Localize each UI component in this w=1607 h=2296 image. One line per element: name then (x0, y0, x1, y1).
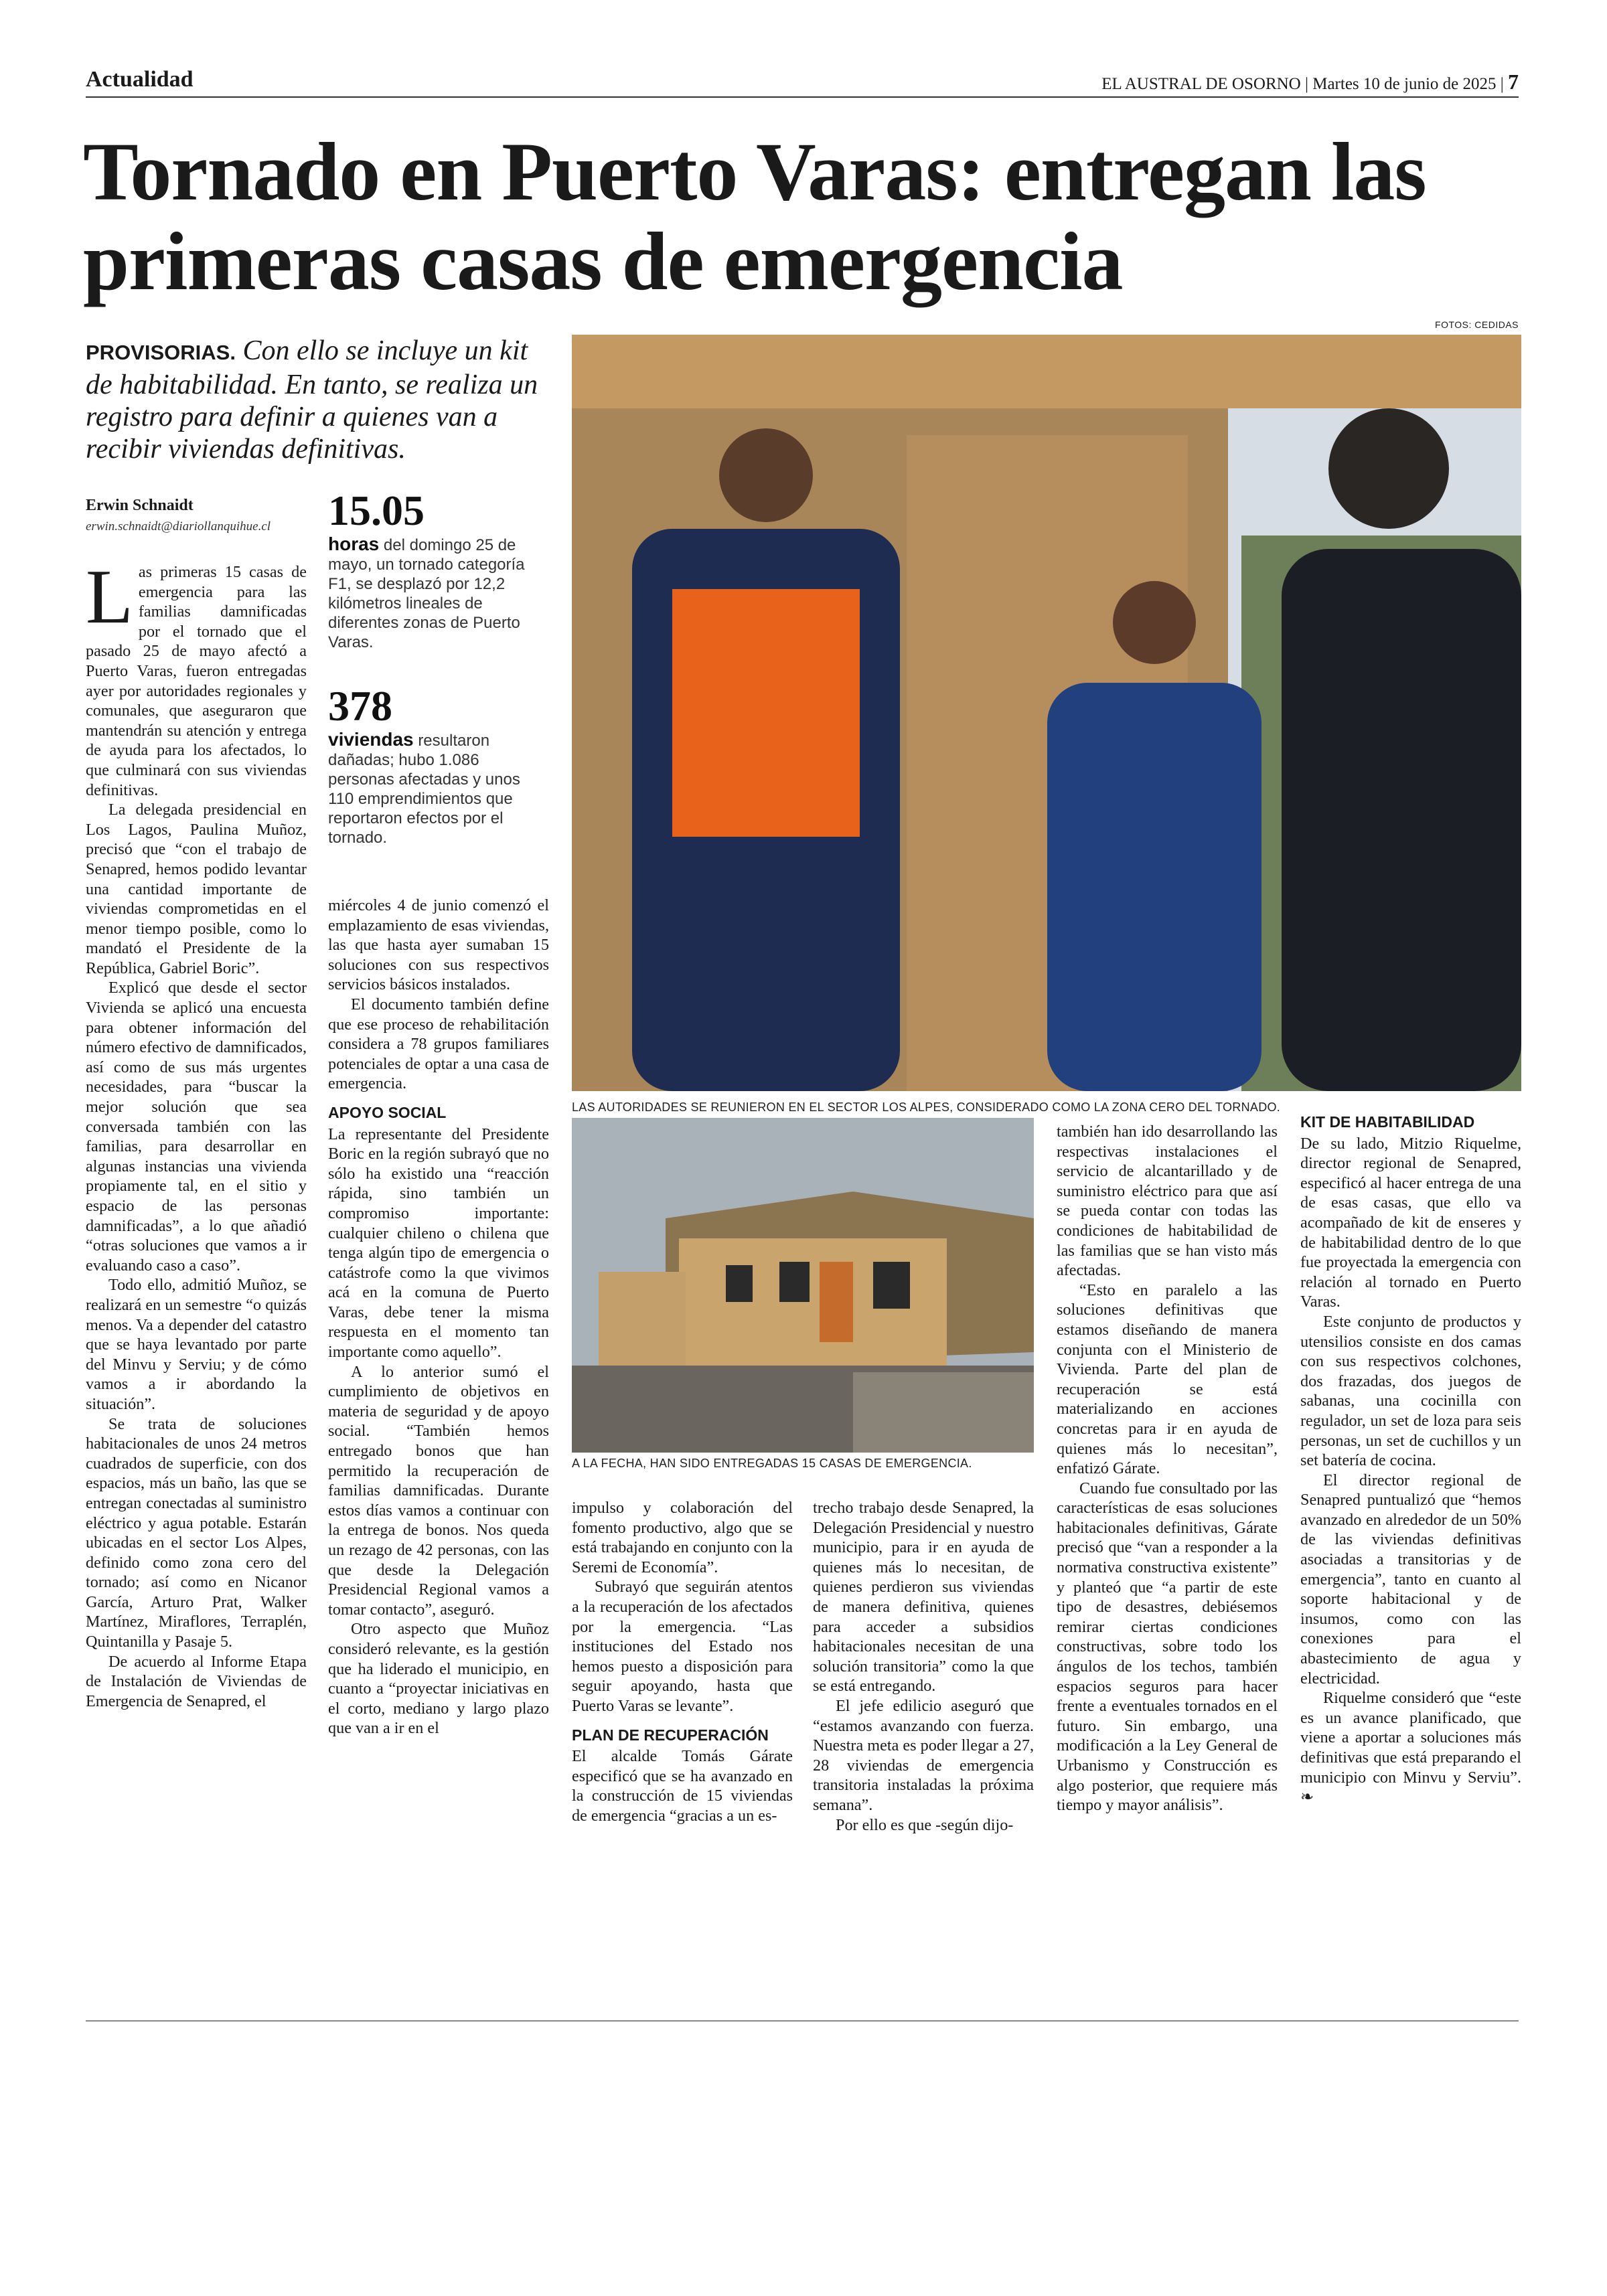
stat-homes (328, 683, 542, 847)
paragraph: “Esto en paralelo a las soluciones definitivas que estamos diseñando de manera conjunta con el Ministerio de Vivienda. Parte del plan de recuperación se está materializando en acciones concretas para ir en ayuda de quienes más lo necesitan”, enfatizó Gárate. (1057, 1281, 1278, 1478)
subhead-kit-habitabilidad: KIT DE HABITABILIDAD (1300, 1113, 1475, 1131)
byline-author: Erwin Schnaidt (86, 497, 194, 514)
paragraph: miércoles 4 de junio comenzó el emplazamiento de esas viviendas, las que hasta ayer sumaban 15 soluciones con sus respectivos servicios básicos instalados. (328, 896, 549, 994)
paragraph: Subrayó que seguirán atentos a la recuperación de los afectados por la emergencia. “Las instituciones del Estado nos hemos puesto a disposición para seguir apoyando, hasta que Puerto Varas se levante”. (572, 1578, 793, 1715)
paragraph: impulso y colaboración del fomento productivo, algo que se está trabajando en conjunto con la Seremi de Economía”. (572, 1499, 793, 1576)
photo-houses-illustration (572, 1118, 1034, 1453)
caption-photo2: A LA FECHA, HAN SIDO ENTREGADAS 15 CASAS DE EMERGENCIA. (572, 1457, 972, 1470)
paragraph (1300, 1688, 1521, 1808)
masthead (1101, 70, 1519, 94)
headline: Tornado en Puerto Varas: entregan las primeras casas de emergencia (83, 126, 1426, 307)
subhead-apoyo-social: APOYO SOCIAL (328, 1103, 447, 1121)
paragraph: Este conjunto de productos y utensilios consiste en dos camas con sus respectivos colchones, dos frazadas, dos juegos de sabanas, una cocinilla con regulador, un set de loza para seis personas, un set de cuchillos y un set batería de cocina. (1300, 1312, 1521, 1470)
drop-cap: L (86, 554, 133, 640)
paragraph: Se trata de soluciones habitacionales de unos 24 metros cuadrados de superficie, con dos espacios, más un baño, las que se entregan conectadas al suministro eléctrico y agua potable. Estarán ubicadas en el sector Los Alpes, definido como zona cero del tornado; así como en Nicanor García, Arturo Prat, Walker Martínez, Miraflores, Terraplén, Quintanilla y Pasaje 5. (86, 1414, 307, 1651)
caption-photo1: LAS AUTORIDADES SE REUNIERON EN EL SECTOR LOS ALPES, CONSIDERADO COMO LA ZONA CERO DEL TORNADO. (572, 1100, 1281, 1114)
paragraph-text: Riquelme consideró que “este es un avance planificado, que viene a aportar a soluciones más definitivas que está preparando el municipio con Minvu y Serviu”. (1300, 1689, 1521, 1787)
column-2 (328, 896, 549, 1738)
stat-hours (328, 487, 542, 652)
photo-credit: FOTOS: CEDIDAS (1435, 319, 1519, 330)
column-6 (1300, 1113, 1521, 1808)
stat-label: horas (328, 534, 380, 554)
column-1 (86, 554, 307, 1711)
photo-authorities-illustration (572, 335, 1521, 1091)
byline-email: erwin.schnaidt@diariollanquihue.cl (86, 519, 271, 534)
paragraph: también han ido desarrollando las respectivas instalaciones el servicio de alcantarillado y de suministro eléctrico para que así se pueda contar con todas las condiciones de habitabilidad de las familias que se han visto más afectadas. (1057, 1123, 1278, 1280)
paragraph: trecho trabajo desde Senapred, la Delegación Presidencial y nuestro municipio, para ir en ayuda de quienes más lo necesitan, de quienes perdieron sus viviendas de manera definitiva, quienes para acceder a subsidios habitacionales necesitan de una solución transitoria” como la que se está entregando. (813, 1499, 1034, 1696)
lead-kicker: PROVISORIAS. (86, 341, 236, 364)
paragraph: Cuando fue consultado por las características de esas soluciones habitacionales definitivas, Gárate precisó que “van a responder a la normativa constructiva existente” y planteó que “a partir de este tipo de desastres, debiésemos remirar ciertas condiciones constructivas, sobre todo los ángulos de los techos, también espacios seguros para hacer frente a eventuales tornados en el futuro. Sin embargo, una modificación a la Ley General de Urbanismo y Construcción es algo posterior, que requiere más tiempo y mayor análisis”. (1057, 1479, 1278, 1815)
stat-label: viviendas (328, 729, 414, 750)
paragraph: La representante del Presidente Boric en la región subrayó que no sólo ha existido una “reacción rápida, sino también un compromiso importante: cualquier chileno o chilena que tenga algún tipo de emergencia o catástrofe como la que vivimos acá en la comuna de Puerto Varas, debe tener la misma respuesta en el momento tan importante como aquello”. (328, 1125, 549, 1362)
paragraph: Por ello es que -según dijo- (836, 1815, 1014, 1834)
section-label: Actualidad (86, 67, 194, 92)
lead (86, 335, 541, 465)
photo-houses (572, 1118, 1034, 1453)
stat-text: del domingo 25 de mayo, un tornado categoría F1, se desplazó por 12,2 kilómetros lineales de diferentes zonas de Puerto Varas. (328, 536, 525, 651)
paragraph: El alcalde Tomás Gárate especificó que se ha avanzado en la construcción de 15 viviendas de emergencia “gracias a un es- (572, 1747, 793, 1825)
paragraph: De acuerdo al Informe Etapa de Instalación de Viviendas de Emergencia de Senapred, el (86, 1652, 307, 1710)
paragraph: A lo anterior sumó el cumplimiento de objetivos en materia de seguridad y de apoyo social. “También hemos entregado bonos que han permitido la recuperación de familias damnificadas. Durante estos días vamos a continuar con la entrega de bonos. Nos queda un rezago de 42 personas, con las que desde la Delegación Presidencial Regional vamos a tomar contacto”, aseguró. (328, 1362, 549, 1619)
paragraph-text: as primeras 15 casas de emergencia para las familias damnificadas por el tornado que el pasado 25 de mayo afectó a Puerto Varas, fueron entregadas ayer por autoridades regionales y comunales, que aseguraron que mantendrán su atención y entrega de ayuda para los afectados, lo que culminará con sus viviendas definitivas. (86, 563, 307, 799)
paragraph: La delegada presidencial en Los Lagos, Paulina Muñoz, precisó que “con el trabajo de Senapred, hemos podido levantar una cantidad importante de viviendas comprometidas en el menor tiempo posible, como lo mandató el Presidente de la República, Gabriel Boric”. (86, 801, 307, 977)
end-mark-icon: ❧ (1300, 1789, 1314, 1807)
stat-number: 378 (328, 682, 392, 730)
paragraph (86, 554, 307, 800)
paragraph: El jefe edilicio aseguró que “estamos avanzando con fuerza. Nuestra meta es poder llegar a 27, 28 viviendas de emergencia transitoria instaladas la próxima semana”. (813, 1696, 1034, 1814)
header-rule (86, 96, 1519, 98)
paragraph: Otro aspecto que Muñoz consideró relevante, es la gestión que ha liderado el municipio, en cuanto a “proyectar iniciativas en el corto, mediano y largo plazo que van a ir en el (328, 1620, 549, 1738)
paragraph: El documento también define que ese proceso de rehabilitación considera a 78 grupos familiares potenciales de optar a una casa de emergencia. (328, 995, 549, 1093)
lead-text: Con ello se incluye un kit de habitabilidad. En tanto, se realiza un registro para definir a quienes van a recibir viviendas definitivas. (86, 335, 538, 465)
stat-number: 15.05 (328, 487, 425, 534)
paragraph: Explicó que desde el sector Vivienda se aplicó una encuesta para obtener información del número efectivo de damnificados, así como de sus más urgentes necesidades, para “buscar la mejor solución que sea conversada también con las familias, para desarrollar en algunas instancias una vivienda propiamente tal, en el sitio y espacio de las personas damnificadas”, a lo que añadió “otras soluciones que vamos a ir evaluando caso a caso”. (86, 979, 307, 1275)
paragraph: De su lado, Mitzio Riquelme, director regional de Senapred, especificó al hacer entrega de una de esas casas, que ello va acompañado de kit de enseres y de habitabilidad dentro de lo que fue proyectada la emergencia con relación al tornado en Puerto Varas. (1300, 1134, 1521, 1311)
column-5 (1057, 1122, 1278, 1815)
footer-rule (86, 2020, 1519, 2022)
column-4 (813, 1498, 1034, 1835)
masthead-text: EL AUSTRAL DE OSORNO | Martes 10 de junio de 2025 | (1101, 75, 1504, 93)
stat-text: resultaron dañadas; hubo 1.086 personas afectadas y unos 110 emprendimientos que reportaron efectos por el tornado. (328, 732, 520, 847)
column-3 (572, 1498, 793, 1826)
paragraph: Todo ello, admitió Muñoz, se realizará en un semestre “o quizás menos. Va a depender del catastro que se haya levantado por parte del Minvu y Serviu; y de cómo vamos a ir abordando la situación”. (86, 1276, 307, 1413)
photo-authorities (572, 335, 1521, 1091)
paragraph: El director regional de Senapred puntualizó que “hemos avanzado en alrededor de un 50% de las viviendas definitivas asociadas a transitorias y de emergencia”, tanto en cuanto al soporte habitacional y de insumos, como con las conexiones para el abastecimiento de agua y electricidad. (1300, 1471, 1521, 1688)
subhead-plan-recuperacion: PLAN DE RECUPERACIÓN (572, 1726, 769, 1744)
page-number: 7 (1508, 70, 1519, 94)
